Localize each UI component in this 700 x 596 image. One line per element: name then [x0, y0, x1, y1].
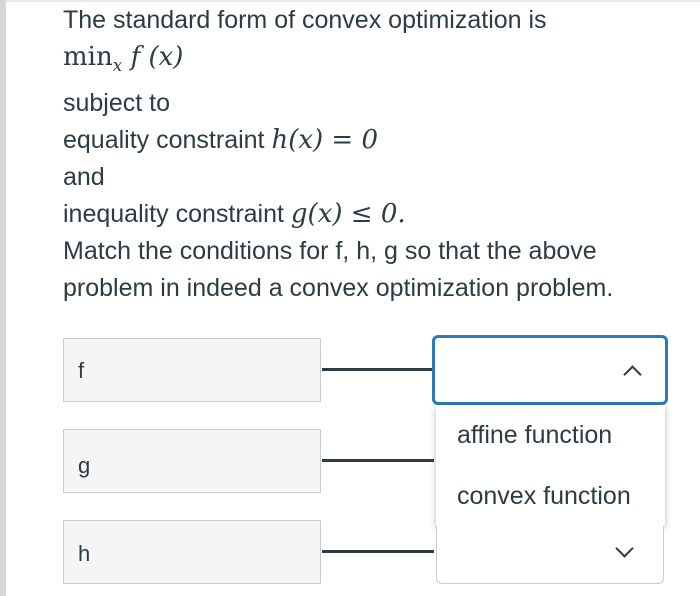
connector-line-g — [322, 459, 434, 462]
question-line-instructions-2: problem in indeed a convex optimization problem. — [63, 274, 614, 302]
connector-line-f — [322, 368, 434, 371]
chevron-up-icon[interactable] — [623, 365, 641, 383]
question-line-subject-to: subject to — [63, 89, 171, 117]
select-f-open[interactable] — [432, 335, 668, 405]
objective-argument: (x) — [140, 42, 184, 72]
connector-line-h — [322, 550, 434, 553]
min-operator: min — [63, 42, 113, 72]
chevron-down-icon[interactable] — [615, 539, 633, 557]
term-h-label: h — [78, 541, 91, 566]
term-f-label: f — [78, 358, 85, 383]
inequality-constraint-line — [63, 196, 693, 233]
equality-constraint-label: equality constraint — [63, 126, 272, 154]
question-line-and: and — [63, 163, 105, 191]
page-left-border — [0, 0, 6, 596]
term-f-box — [63, 338, 321, 402]
question-line-instructions-1: Match the conditions for f, h, g so that the above — [63, 237, 597, 265]
term-g-box — [63, 429, 321, 493]
option-affine-function[interactable]: affine function — [457, 421, 613, 449]
inequality-constraint-math: g(x) ≤ 0. — [290, 199, 406, 229]
question-text — [63, 2, 693, 307]
equality-constraint-math: h(x) = 0 — [271, 125, 379, 155]
option-convex-function[interactable]: convex function — [457, 482, 631, 510]
select-h[interactable] — [436, 526, 664, 584]
objective-expression — [63, 39, 693, 85]
min-subscript: x — [112, 56, 123, 76]
term-h-box — [63, 520, 321, 584]
objective-function: f — [130, 42, 141, 72]
term-g-label: g — [78, 453, 91, 478]
dropdown-menu — [436, 405, 665, 526]
question-line-1: The standard form of convex optimization is — [63, 6, 547, 34]
inequality-constraint-label: inequality constraint — [63, 200, 291, 228]
equality-constraint-line — [63, 122, 693, 159]
